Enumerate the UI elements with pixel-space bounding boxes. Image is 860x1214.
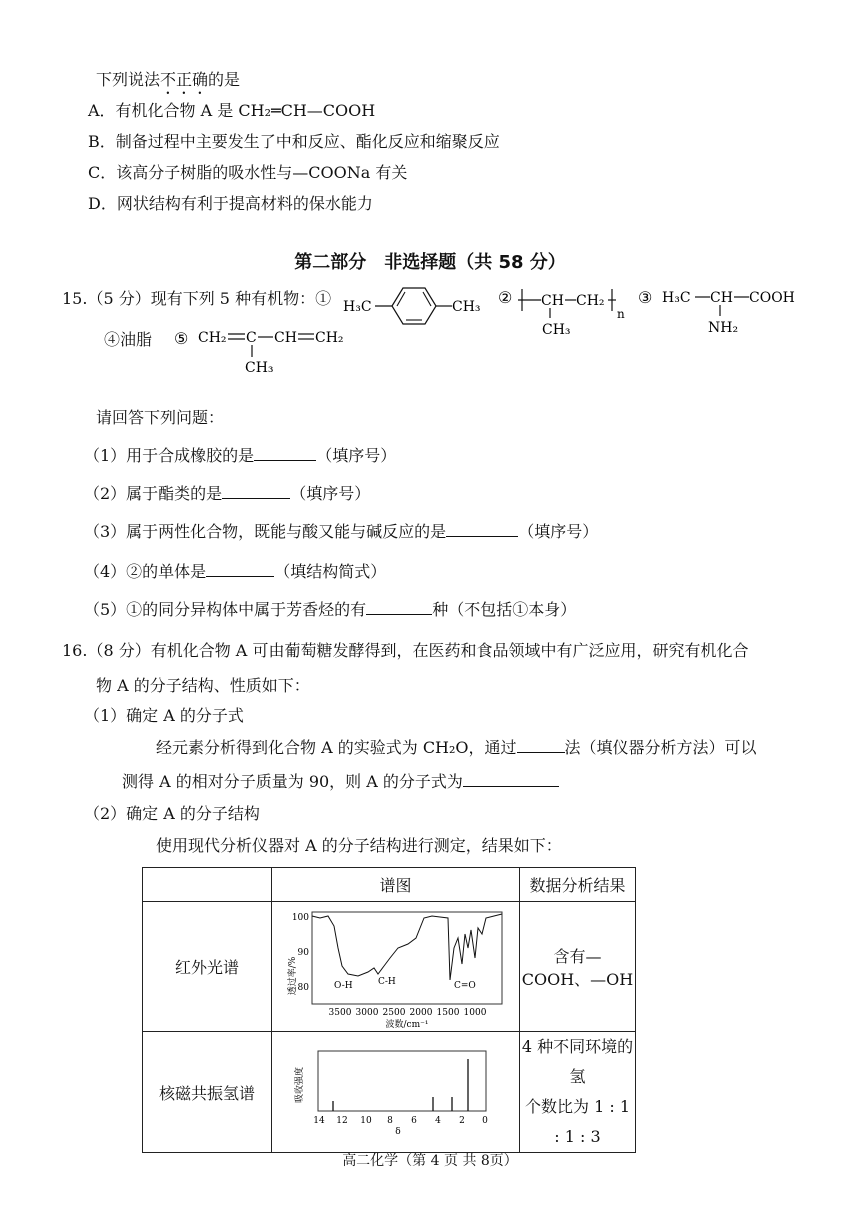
q15-prompt: 请回答下列问题： [96,408,225,427]
m2-ch2: CH₂ [576,293,605,309]
m2-label: ② [498,288,513,307]
nmr-xtick: 0 [481,1116,488,1126]
q16-part1-text2: 测得 A 的相对分子质量为 90，则 A 的分子式为 [122,772,559,792]
answer-blank[interactable] [463,772,559,787]
m5-ch2b: CH₂ [315,330,344,346]
ir-xtick: 2000 [409,1007,432,1018]
nmr-xtick: 14 [312,1116,325,1126]
row-ir-result: 含有—COOH、—OH [520,902,636,1032]
m3-h3c: H₃C [662,290,691,306]
page-footer: 高二化学（第 4 页 共 8页） [342,1153,518,1169]
ir-xticks [328,1008,486,1018]
nmr-xticks [313,1116,488,1126]
ir-xlabel: 波数/cm⁻¹ [385,1019,428,1030]
m5-c: C [246,330,257,346]
option-c: C．该高分子树脂的吸水性与—COONa 有关 [88,163,408,182]
nmr-result-line2: 个数比为 1 : 1 : 1 : 3 [524,1097,630,1146]
q16-part1-text1: 经元素分析得到化合物 A 的实验式为 CH₂O，通过 法（填仪器分析方法）可以 [156,738,757,757]
answer-blank[interactable] [222,484,290,499]
alanine-structure [636,282,816,342]
m4-label: ④油脂 [104,330,153,349]
m3-label: ③ [638,288,653,307]
q15-2: （2）属于酯类的是 （填序号） [84,484,371,503]
row-nmr-name: 核磁共振氢谱 [143,1032,272,1153]
ir-spectrum-chart [276,904,516,1030]
answer-blank[interactable] [254,446,316,461]
ir-ann-ch: C-H [377,976,396,987]
ir-ytick: 80 [297,982,309,993]
m3-cooh: COOH [749,290,795,306]
nmr-xtick: 2 [458,1116,465,1126]
q16-line2: 物 A 的分子结构、性质如下： [96,676,310,695]
table-header-spectrum: 谱图 [272,868,520,902]
m5-ch3: CH₃ [245,360,274,376]
answer-blank[interactable] [206,562,274,577]
results-table [142,867,636,1153]
option-a: A．有机化合物 A 是 CH₂═CH—COOH [88,101,376,120]
nmr-xlabel: δ [394,1127,401,1137]
q15-1: （1）用于合成橡胶的是 （填序号） [84,446,397,465]
row-ir-spectrum [272,902,520,1032]
option-d: D．网状结构有利于提高材料的保水能力 [88,194,373,213]
q15-5: （5）①的同分异构体中属于芳香烃的有 种（不包括①本身） [84,600,577,619]
p-xylene-structure [340,280,490,330]
q15-4: （4）②的单体是 （填结构简式） [84,562,387,581]
polypropylene-structure [496,280,636,342]
nmr-ylabel: 吸收强度 [294,1066,305,1104]
nmr-result-line1: 4 种不同环境的氢 [521,1037,634,1086]
nmr-xtick: 4 [434,1116,441,1126]
ir-ytick: 90 [297,947,309,958]
q15-head: 15.（5 分）现有下列 5 种有机物：① [62,289,332,308]
m5-ch2a: CH₂ [198,330,227,346]
nmr-xtick: 6 [410,1116,417,1126]
q16-part2-text: 使用现代分析仪器对 A 的分子结构进行测定，结果如下： [156,836,562,855]
ir-ytick: 100 [291,912,309,923]
ir-ann-co: C=O [453,980,476,991]
nmr-spectrum-chart [276,1045,516,1139]
table-header-result: 数据分析结果 [520,868,636,902]
ir-xtick: 2500 [382,1007,405,1018]
nmr-xtick: 8 [386,1116,393,1126]
q16-part1: （1）确定 A 的分子式 [84,706,244,725]
m5-ch: CH [274,330,297,346]
q16-line1: 16.（8 分）有机化合物 A 可由葡萄糖发酵得到，在医药和食品领域中有广泛应用，研究有机化合 [62,641,749,660]
m3-nh2: NH₂ [708,320,739,336]
q15-3: （3）属于两性化合物，既能与酸又能与碱反应的是 （填序号） [84,522,599,541]
ir-ylabel: 透过率/% [287,956,298,995]
isoprene-structure [172,322,362,378]
row-ir-name: 红外光谱 [143,902,272,1032]
answer-blank[interactable] [366,600,432,615]
option-b: B．制备过程中主要发生了中和反应、酯化反应和缩聚反应 [88,132,500,151]
answer-blank[interactable] [446,522,518,537]
m2-sub: CH₃ [542,322,571,338]
q14-stem: 下列说法不正确的是 [96,70,241,89]
ir-xtick: 3500 [328,1007,351,1018]
row-nmr-result [520,1032,636,1153]
m5-label: ⑤ [174,329,189,348]
q16-part2: （2）确定 A 的分子结构 [84,804,260,823]
m1-right: CH₃ [452,299,481,315]
table-header-empty [143,868,272,902]
ir-xtick: 3000 [355,1007,378,1018]
ir-ann-oh: O-H [333,980,353,991]
nmr-xtick: 10 [359,1116,372,1126]
ir-xtick: 1500 [436,1007,459,1018]
m2-n: n [617,307,625,321]
answer-blank[interactable] [517,738,565,753]
nmr-xtick: 12 [335,1116,348,1126]
section-title: 第二部分 非选择题（共 58 分） [294,252,566,273]
m1-left: H₃C [343,299,372,315]
ir-xtick: 1000 [463,1007,486,1018]
m2-ch: CH [541,293,564,309]
row-nmr-spectrum [272,1032,520,1153]
m3-ch: CH [710,290,733,306]
